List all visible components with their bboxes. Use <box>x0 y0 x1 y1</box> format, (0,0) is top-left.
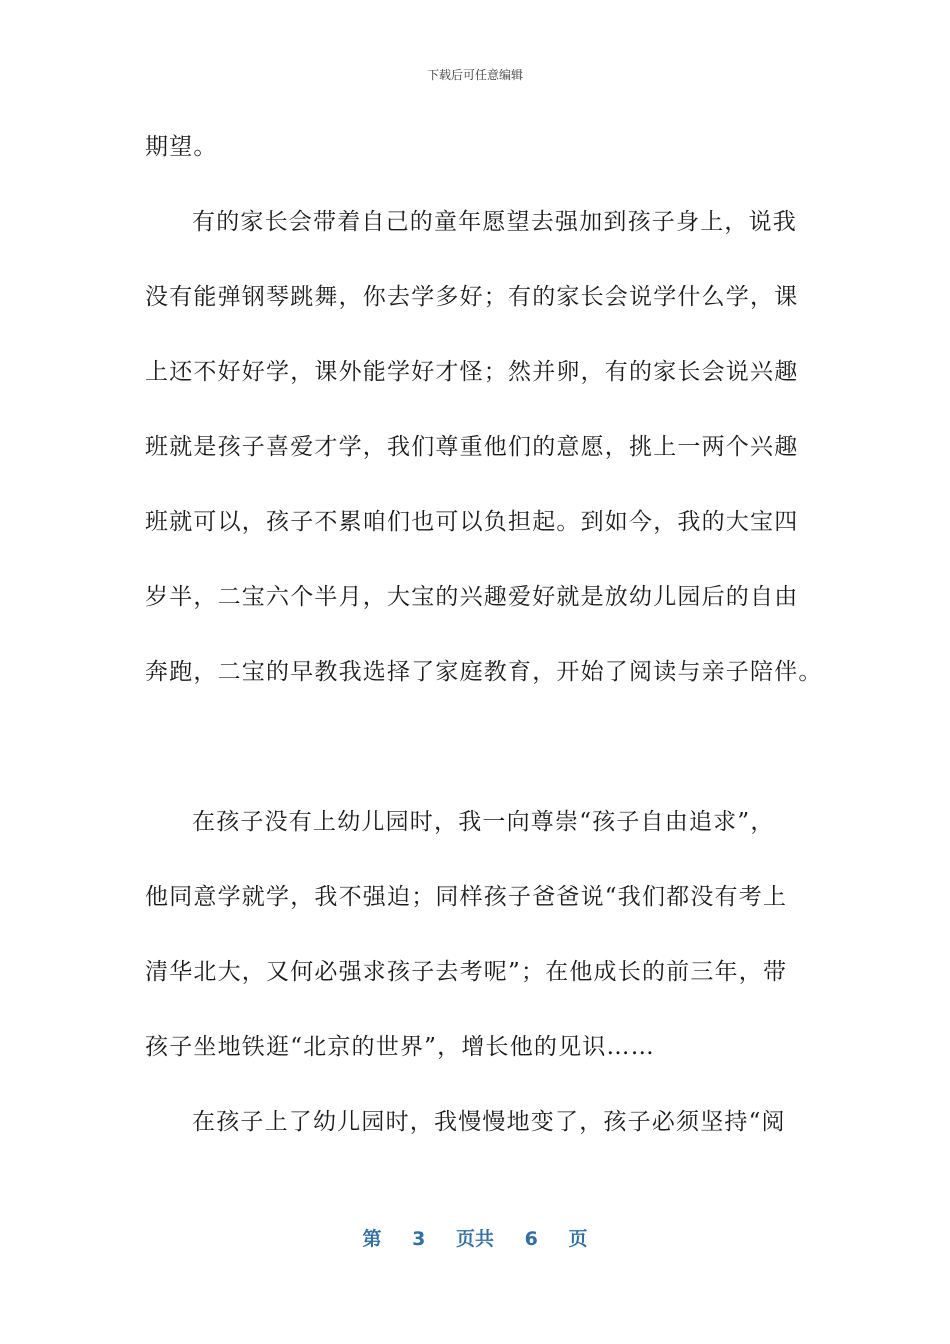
paragraph-first-line: 在孩子没有上幼儿园时，我一向尊崇“孩子自由追求”， <box>192 809 775 835</box>
paragraph-first-line: 有的家长会带着自己的童年愿望去强加到孩子身上，说我 <box>192 209 797 235</box>
text-line: 孩子坐地铁逛“北京的世界”，增长他的见识…… <box>145 1034 655 1060</box>
document-body <box>145 121 823 1171</box>
paragraph-first-line: 在孩子上了幼儿园时，我慢慢地变了，孩子必须坚持“阅 <box>192 1109 786 1135</box>
text-line: 他同意学就学，我不强迫；同样孩子爸爸说“我们都没有考上 <box>145 884 788 910</box>
header-note: 下载后可任意编辑 <box>426 68 523 82</box>
page-suffix: 页 <box>568 1228 588 1250</box>
page-middle: 页共 <box>455 1228 494 1250</box>
text-line: 班就可以，孩子不累咱们也可以负担起。到如今，我的大宝四 <box>145 509 799 535</box>
text-line: 岁半，二宝六个半月，大宝的兴趣爱好就是放幼儿园后的自由 <box>145 584 799 610</box>
text-line: 上还不好好学，课外能学好才怪；然并卵，有的家长会说兴趣 <box>145 359 799 385</box>
text-line: 清华北大，又何必强求孩子去考呢”；在他成长的前三年，带 <box>145 959 788 985</box>
text-line: 期望。 <box>145 134 218 160</box>
total-pages-number: 6 <box>524 1228 538 1250</box>
current-page-number: 3 <box>412 1228 426 1250</box>
page-prefix: 第 <box>362 1228 382 1250</box>
paragraph-gap <box>145 721 805 796</box>
text-line: 没有能弹钢琴跳舞，你去学多好；有的家长会说学什么学，课 <box>145 284 799 310</box>
text-line: 奔跑，二宝的早教我选择了家庭教育，开始了阅读与亲子陪伴。 <box>145 659 823 685</box>
text-line: 班就是孩子喜爱才学，我们尊重他们的意愿，挑上一两个兴趣 <box>145 434 799 460</box>
page-footer <box>0 1224 950 1251</box>
